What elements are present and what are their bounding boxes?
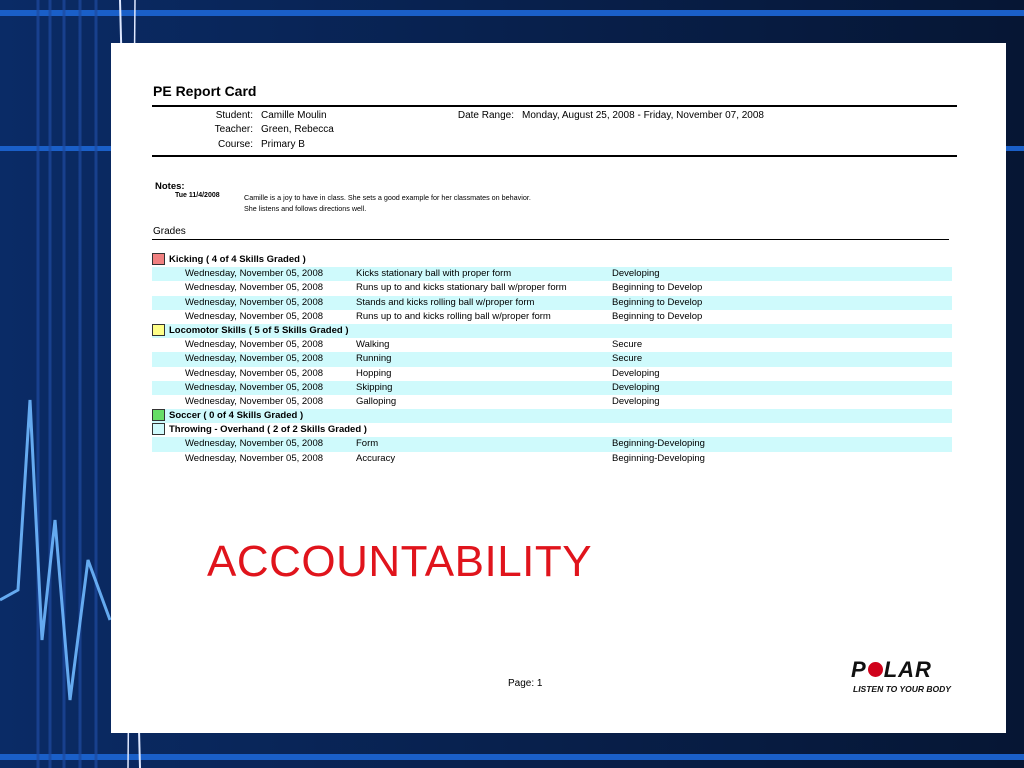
grade-date: Wednesday, November 05, 2008	[185, 452, 324, 464]
skill-name: Stands and kicks rolling ball w/proper form	[356, 296, 535, 308]
category-name: Kicking ( 4 of 4 Skills Graded )	[169, 254, 306, 265]
grade-date: Wednesday, November 05, 2008	[185, 395, 324, 407]
grade-value: Developing	[612, 367, 660, 379]
category-name: Locomotor Skills ( 5 of 5 Skills Graded )	[169, 324, 349, 336]
grade-value: Developing	[612, 381, 660, 393]
logo-tagline: LISTEN TO YOUR BODY	[853, 684, 951, 694]
category-row-soccer	[152, 409, 952, 423]
grade-value: Beginning to Develop	[612, 282, 703, 294]
grade-value: Beginning to Develop	[612, 296, 703, 308]
category-row-locomotor	[152, 324, 952, 338]
teacher-name: Green, Rebecca	[261, 124, 334, 135]
grades-rule	[152, 239, 949, 240]
table-row	[152, 381, 952, 395]
grade-value: Secure	[612, 339, 643, 351]
skill-name: Form	[356, 438, 379, 450]
grade-value: Beginning to Develop	[612, 310, 703, 322]
report-card-page	[111, 43, 1006, 733]
page-number: Page: 1	[508, 678, 543, 689]
skill-name: Running	[356, 353, 392, 365]
skill-name: Runs up to and kicks rolling ball w/proper form	[356, 310, 551, 322]
grade-date: Wednesday, November 05, 2008	[185, 310, 324, 322]
student-name: Camille Moulin	[261, 110, 327, 121]
category-color-swatch	[152, 409, 165, 421]
skill-name: Runs up to and kicks stationary ball w/proper form	[356, 282, 567, 294]
table-row	[152, 395, 952, 409]
grade-date: Wednesday, November 05, 2008	[185, 268, 324, 280]
grade-date: Wednesday, November 05, 2008	[185, 353, 324, 365]
teacher-label: Teacher:	[214, 124, 253, 135]
header-rule-top	[152, 105, 957, 107]
grade-date: Wednesday, November 05, 2008	[185, 339, 324, 351]
logo-dot-icon	[868, 662, 883, 677]
table-row	[152, 452, 952, 466]
category-color-swatch	[152, 324, 165, 336]
grade-date: Wednesday, November 05, 2008	[185, 381, 324, 393]
course-name: Primary B	[261, 139, 305, 150]
note-text: Camille is a joy to have in class. She sets a good example for her classmates on behavior. She listens and follows directions well.	[244, 193, 531, 213]
table-row	[152, 338, 952, 352]
polar-wordmark	[851, 657, 932, 683]
grade-value: Secure	[612, 353, 643, 365]
grade-date: Wednesday, November 05, 2008	[185, 282, 324, 294]
table-row	[152, 281, 952, 295]
grade-value: Developing	[612, 268, 660, 280]
category-name: Soccer ( 0 of 4 Skills Graded )	[169, 410, 304, 422]
skill-name: Walking	[356, 339, 390, 351]
date-range-label: Date Range:	[457, 110, 514, 121]
header-rule-bottom	[152, 155, 957, 157]
grade-value: Beginning-Developing	[612, 452, 705, 464]
skill-name: Hopping	[356, 367, 392, 379]
notes-heading: Notes:	[155, 181, 185, 192]
grade-date: Wednesday, November 05, 2008	[185, 367, 324, 379]
skill-name: Accuracy	[356, 452, 396, 464]
note-date: Tue 11/4/2008	[175, 192, 220, 199]
table-row	[152, 296, 952, 310]
category-color-swatch	[152, 253, 165, 265]
category-row-kicking	[152, 253, 952, 267]
grade-date: Wednesday, November 05, 2008	[185, 438, 324, 450]
table-row	[152, 310, 952, 324]
date-range-value: Monday, August 25, 2008 - Friday, November 07, 2008	[522, 110, 764, 121]
skill-name: Galloping	[356, 395, 397, 407]
report-title: PE Report Card	[153, 83, 257, 99]
grades-table	[152, 253, 952, 466]
table-row	[152, 267, 952, 281]
category-row-throwing	[152, 423, 952, 437]
table-row	[152, 437, 952, 451]
logo-letter-p: P	[851, 657, 867, 682]
accountability-caption: ACCOUNTABILITY	[207, 537, 593, 586]
skill-name: Kicks stationary ball with proper form	[356, 268, 512, 280]
category-name: Throwing - Overhand ( 2 of 2 Skills Graded )	[169, 424, 367, 436]
category-color-swatch	[152, 423, 165, 435]
table-row	[152, 367, 952, 381]
grade-date: Wednesday, November 05, 2008	[185, 296, 324, 308]
grade-value: Beginning-Developing	[612, 438, 705, 450]
course-label: Course:	[217, 139, 253, 150]
student-label: Student:	[215, 110, 253, 121]
skill-name: Skipping	[356, 381, 393, 393]
logo-letters: LAR	[883, 657, 932, 682]
polar-logo	[851, 657, 961, 697]
grade-value: Developing	[612, 395, 660, 407]
table-row	[152, 352, 952, 366]
grades-heading: Grades	[153, 226, 186, 237]
